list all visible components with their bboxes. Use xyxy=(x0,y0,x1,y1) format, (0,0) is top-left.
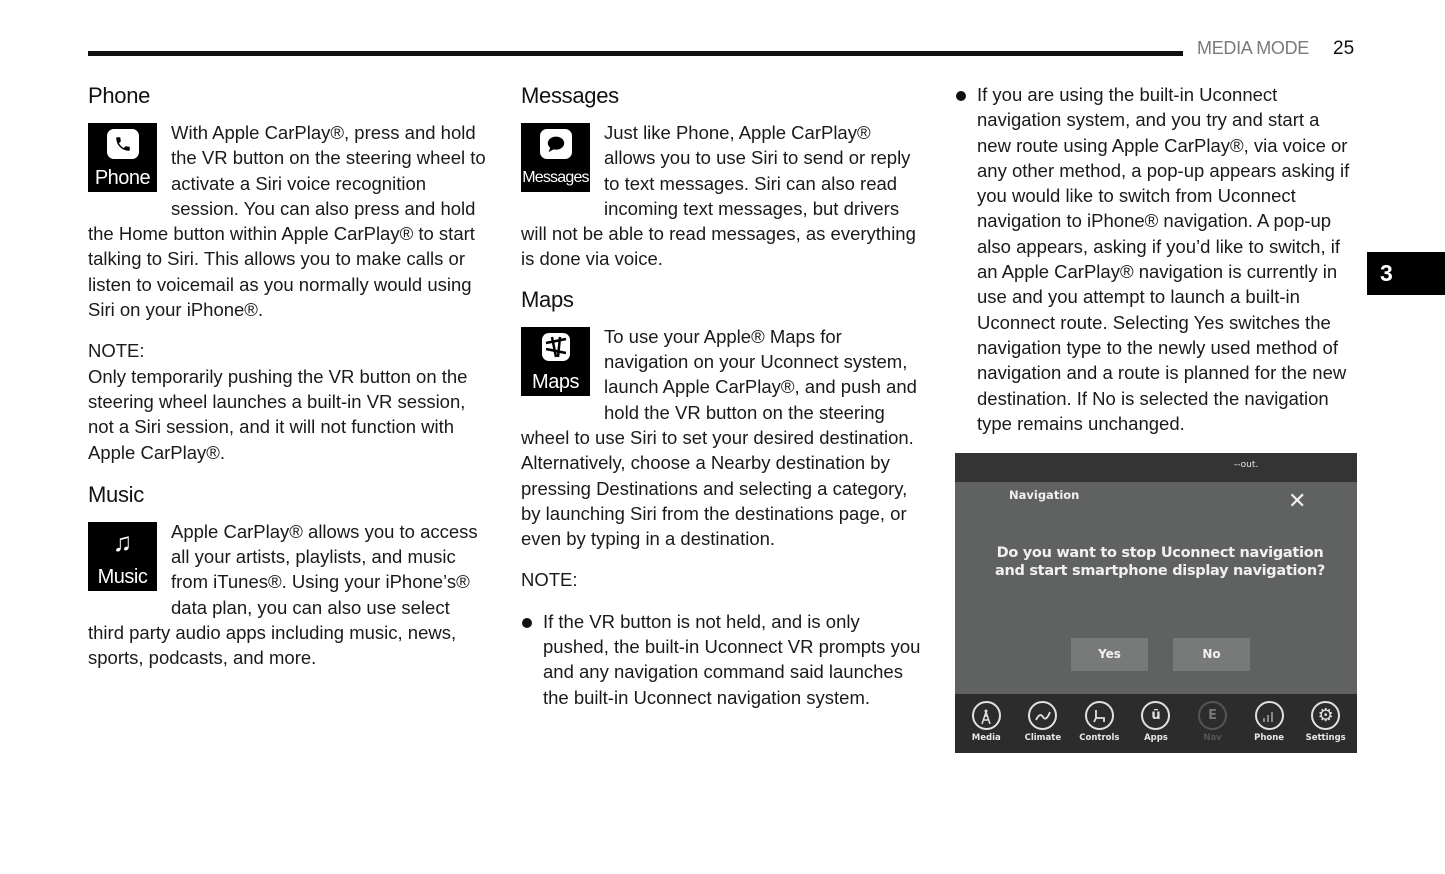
message-bubble-icon xyxy=(540,129,572,159)
phone-body: With Apple CarPlay®, press and hold the VR button on the steering wheel to activate a Siri voice recognition session. You can also press and hold the Home button within Apple CarPlay® to start talking to Siri. This allows you to make calls or listen to voicemail as you normally would using Siri on your iPhone®. xyxy=(88,122,486,321)
messages-section xyxy=(521,82,921,272)
phone-section xyxy=(88,82,488,322)
nav-controls[interactable]: Controls xyxy=(1071,694,1127,753)
nav-apps[interactable]: ū Apps xyxy=(1128,694,1184,753)
chapter-tab: 3 xyxy=(1367,252,1445,295)
map-icon xyxy=(542,333,570,361)
dialog-title: Navigation xyxy=(1009,488,1080,502)
music-icon-label: Music xyxy=(97,565,148,588)
antenna-icon xyxy=(972,701,1001,730)
maps-icon-label: Maps xyxy=(532,370,579,393)
phone-heading: Phone xyxy=(88,83,151,108)
dialog-message: Do you want to stop Uconnect navigation and start smartphone display navigation? xyxy=(995,545,1325,579)
maps-app-tile xyxy=(521,327,590,396)
status-bar xyxy=(955,453,1357,482)
section-title: MEDIA MODE xyxy=(1197,38,1310,58)
gear-icon: ⚙ xyxy=(1311,701,1340,730)
header-rule xyxy=(88,51,1183,56)
note-section xyxy=(88,338,488,464)
column-1 xyxy=(88,82,488,685)
note-label: NOTE: xyxy=(88,340,145,362)
page-number: 25 xyxy=(1333,38,1355,59)
music-heading: Music xyxy=(88,481,144,507)
seat-icon xyxy=(1085,701,1114,730)
navigation-switch-bullet: If you are using the built-in Uconnect navigation system, and you try and start a new route using Apple CarPlay®, via voice or any other method, a pop-up appears asking if you would like to switch from Uconnect navigation to iPhone® navigation. A pop-up also appears, asking if you’d like to switch, if an Apple CarPlay® navigation is currently in use and you attempt to launch a built-in Uconnect route. Selecting Yes switches the navigation type to the newly used method of navigation and a route is planned for the new destination. If No is selected the navigation type remains unchanged. xyxy=(955,82,1357,436)
note-body: Only temporarily pushing the VR button on the steering wheel launches a built-in VR session, not a Siri session, and it will not function with Apple CarPlay®. xyxy=(88,365,468,463)
climate-icon xyxy=(1028,701,1057,730)
nav-nav[interactable]: E Nav xyxy=(1185,694,1241,753)
maps-heading: Maps xyxy=(521,286,574,312)
maps-body: To use your Apple® Maps for navigation on your Uconnect system, launch Apple CarPlay®, and push and hold the VR button on the steering wheel to use Siri to set your desired destination. Alternatively, choose a Nearby destination by pressing Destinations and selecting a category, by launching Siri from the destinations page, or even by typing in a destination. xyxy=(521,325,917,550)
music-section xyxy=(88,481,488,671)
phone-icon-label: Phone xyxy=(94,167,151,189)
music-app-tile xyxy=(88,522,157,591)
status-text: --out. xyxy=(1234,460,1259,470)
nav-climate[interactable]: Climate xyxy=(1015,694,1071,753)
music-note-icon: ♫ xyxy=(112,527,133,558)
note-label: NOTE: xyxy=(521,569,578,591)
note-bullet: If the VR button is not held, and is only pushed, the built-in Uconnect VR prompts you and any navigation command said launches the built-in Uconnect navigation system. xyxy=(521,609,921,710)
signal-bars-icon xyxy=(1255,701,1284,730)
messages-icon-label: Messages xyxy=(522,169,589,186)
nav-settings[interactable]: ⚙ Settings xyxy=(1298,694,1354,753)
messages-app-tile xyxy=(521,123,590,192)
uconnect-apps-icon: ū xyxy=(1141,701,1170,730)
nav-phone[interactable]: Phone xyxy=(1241,694,1297,753)
close-icon[interactable]: ✕ xyxy=(1288,489,1307,514)
column-3 xyxy=(955,82,1357,436)
compass-icon: E xyxy=(1198,701,1227,730)
yes-button[interactable]: Yes xyxy=(1071,638,1148,671)
maps-section xyxy=(521,286,921,552)
bottom-nav-bar xyxy=(955,694,1357,753)
nav-media[interactable]: Media xyxy=(958,694,1014,753)
phone-app-tile xyxy=(88,123,157,192)
music-body: Apple CarPlay® allows you to access all your artists, playlists, and music from iTunes®. Using your iPhone’s® data plan, you can also use select third party audio apps including music, news, sports, podcasts, and more. xyxy=(88,520,478,669)
column-2 xyxy=(521,82,921,724)
messages-heading: Messages xyxy=(521,83,619,108)
no-button[interactable]: No xyxy=(1173,638,1250,671)
maps-note-section xyxy=(521,567,921,709)
phone-icon xyxy=(107,129,139,159)
messages-body: Just like Phone, Apple CarPlay® allows you to use Siri to send or reply to text messages. Siri can also read incoming text messages, but drivers will not be able to read messages, as everything is done via voice. xyxy=(521,122,916,270)
uconnect-screen-image xyxy=(955,453,1357,753)
